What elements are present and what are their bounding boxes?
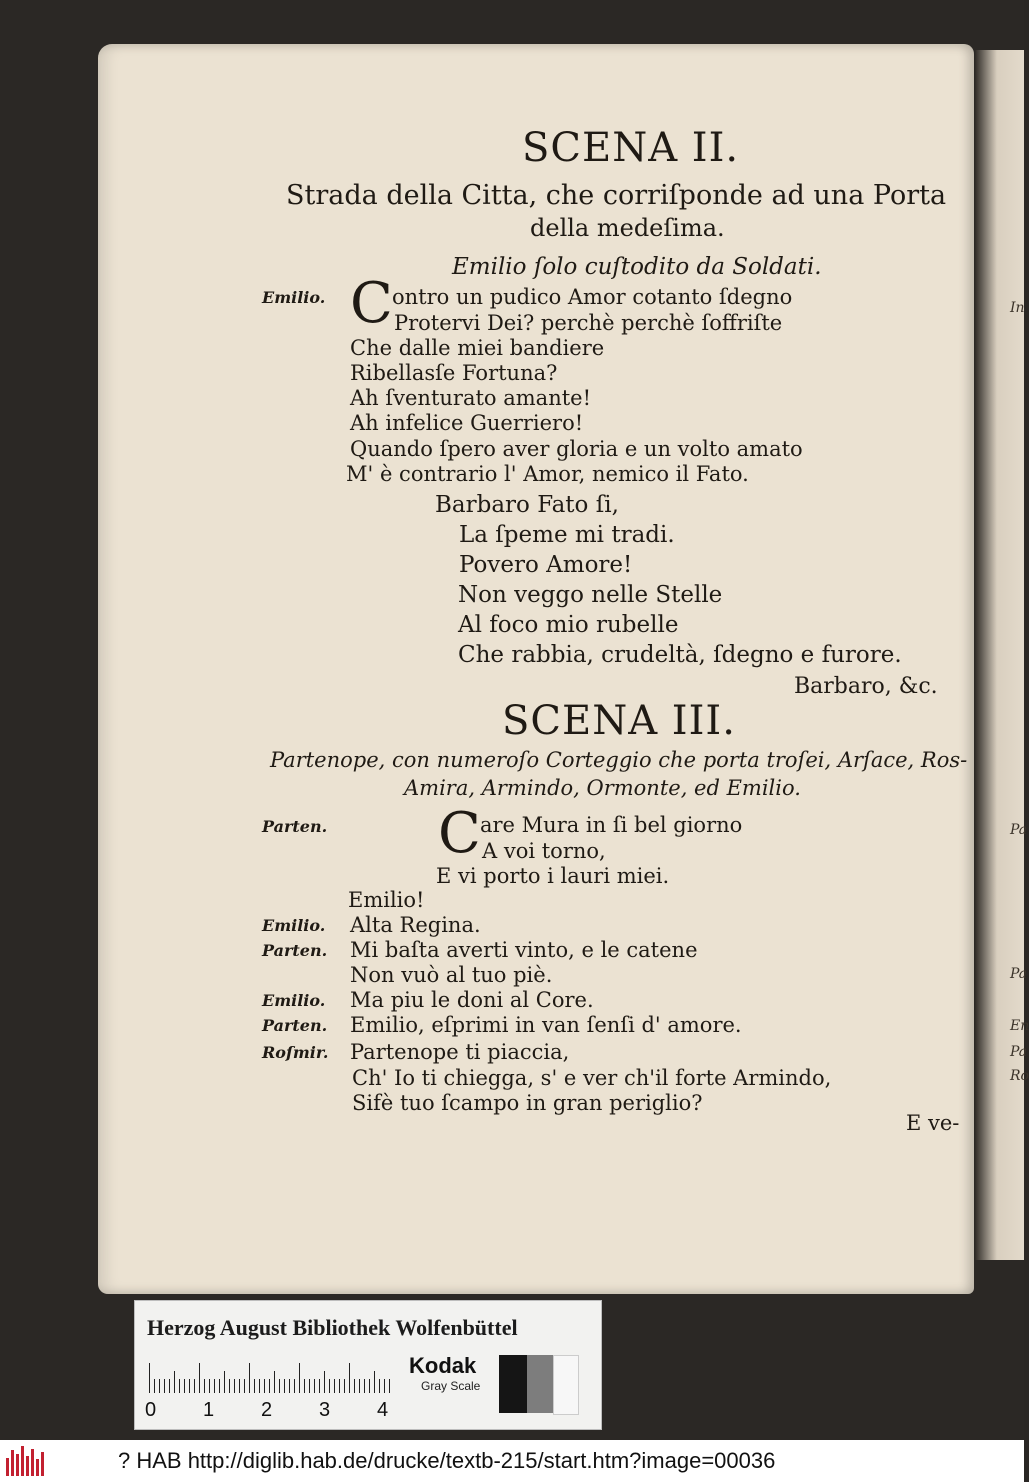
swatch-gray — [527, 1355, 553, 1413]
ruler-tick — [374, 1371, 375, 1393]
ruler-tick — [154, 1379, 155, 1393]
next-page-fragment: Pa — [1010, 1044, 1028, 1060]
ruler-tick — [164, 1379, 165, 1393]
next-page-fragment: In — [1010, 300, 1025, 316]
logo-bar — [6, 1458, 9, 1476]
ruler-tick — [389, 1379, 390, 1393]
ruler-tick — [344, 1379, 345, 1393]
ruler-tick — [169, 1379, 170, 1393]
aria-line: Povero Amore! — [459, 552, 633, 578]
verse-line: are Mura in ſi bel giorno — [480, 813, 743, 837]
ruler-tick — [349, 1363, 350, 1393]
ruler-tick — [159, 1379, 160, 1393]
recitative-line: Ribellasſe Fortuna? — [350, 361, 558, 385]
ruler-number: 3 — [319, 1399, 331, 1421]
ruler-tick — [324, 1371, 325, 1393]
recitative-line: Ah ſventurato amante! — [350, 386, 592, 410]
next-page-fragment: Pa — [1010, 822, 1028, 838]
logo-bar — [11, 1450, 14, 1476]
scene2-stage-direction: Emilio ſolo cuſtodito da Soldati. — [452, 254, 822, 280]
scene3-direction-line2: Amira, Armindo, Ormonte, ed Emilio. — [404, 776, 801, 800]
aria-line: Barbaro Fato ſi, — [435, 492, 619, 518]
swatch-white — [553, 1355, 579, 1415]
ruler-tick — [194, 1379, 195, 1393]
next-page-fragment: En — [1010, 1018, 1029, 1034]
aria-repeat: Barbaro, &c. — [794, 674, 938, 699]
recitative-line: Ah infelice Guerriero! — [350, 411, 584, 435]
aria-line: Che rabbia, crudeltà, ſdegno e furore. — [458, 642, 902, 668]
ruler-tick — [234, 1379, 235, 1393]
ruler-tick — [179, 1379, 180, 1393]
aria-line: La ſpeme mi tradi. — [459, 522, 675, 548]
ruler-tick — [319, 1379, 320, 1393]
ruler-tick — [284, 1379, 285, 1393]
ruler-tick — [239, 1379, 240, 1393]
speaker-label: Parten. — [262, 1016, 328, 1035]
ruler-tick — [339, 1379, 340, 1393]
ruler-tick — [264, 1379, 265, 1393]
recitative-line: M' è contrario l' Amor, nemico il Fato. — [346, 462, 749, 486]
dialogue-text: Emilio! — [348, 888, 425, 912]
ruler-tick — [254, 1379, 255, 1393]
next-page-fragment: Ro — [1010, 1068, 1029, 1084]
verse-line: E vi porto i lauri miei. — [436, 864, 670, 888]
ruler-tick — [329, 1379, 330, 1393]
ruler-tick — [199, 1363, 200, 1393]
ruler-tick — [204, 1379, 205, 1393]
ruler-tick — [354, 1379, 355, 1393]
ruler-tick — [334, 1379, 335, 1393]
ruler-tick — [219, 1379, 220, 1393]
ruler-tick — [274, 1371, 275, 1393]
speaker-label: Emilio. — [262, 991, 326, 1010]
dialogue-text: Mi baſta averti vinto, e le catene — [350, 938, 698, 962]
scene2-title: SCENA II. — [522, 125, 740, 171]
ruler-tick — [279, 1379, 280, 1393]
ruler-tick — [369, 1379, 370, 1393]
logo-bar — [31, 1449, 34, 1476]
ruler-tick — [189, 1379, 190, 1393]
ruler-tick — [364, 1379, 365, 1393]
ruler-number: 4 — [377, 1399, 389, 1421]
logo-bar — [41, 1452, 44, 1476]
ruler-number: 0 — [145, 1399, 157, 1421]
scene3-direction-line1: Partenope, con numeroſo Corteggio che porta troſei, Arſace, Ros- — [270, 748, 968, 772]
ruler-tick — [309, 1379, 310, 1393]
ruler-tick — [294, 1379, 295, 1393]
kodak-color-bar — [134, 1300, 602, 1430]
aria-line: Al foco mio rubelle — [458, 612, 679, 638]
recitative-line: Protervi Dei? perchè perchè ſoffriſte — [394, 311, 783, 335]
ruler-tick — [149, 1363, 150, 1393]
ruler-tick — [379, 1379, 380, 1393]
logo-bar — [26, 1456, 29, 1476]
dialogue-text: Non vuò al tuo piè. — [350, 963, 553, 987]
scene2-setting-line2: della medeſima. — [530, 214, 725, 242]
dialogue-text: Alta Regina. — [350, 913, 481, 937]
ruler-tick — [384, 1379, 385, 1393]
catchword: E ve- — [906, 1111, 960, 1135]
ruler-tick — [259, 1379, 260, 1393]
dialogue-text: Partenope ti piaccia, — [350, 1040, 570, 1064]
ruler-tick — [224, 1371, 225, 1393]
speaker-label: Roſmir. — [262, 1043, 329, 1062]
aria-line: Non veggo nelle Stelle — [458, 582, 723, 608]
logo-bar — [16, 1454, 19, 1476]
kodak-brand: Kodak — [409, 1353, 477, 1378]
dialogue-text: Sifè tuo ſcampo in gran periglio? — [352, 1091, 703, 1115]
ruler-scale — [149, 1363, 389, 1393]
speaker-label: Emilio. — [262, 288, 326, 307]
ruler-tick — [214, 1379, 215, 1393]
dialogue-text: Ch' Io ti chiegga, s' e ver ch'il forte Armindo, — [352, 1066, 832, 1090]
logo-bar — [21, 1446, 24, 1476]
speaker-label: Parten. — [262, 817, 328, 836]
scene3-title: SCENA III. — [502, 698, 736, 744]
ruler-tick — [314, 1379, 315, 1393]
hab-logo-icon — [6, 1446, 46, 1476]
scene2-setting-line1: Strada della Citta, che corriſponde ad una Porta — [286, 180, 947, 211]
ruler-tick — [249, 1363, 250, 1393]
ruler-tick — [229, 1379, 230, 1393]
logo-bar — [36, 1459, 39, 1476]
recitative-line: Quando ſpero aver gloria e un volto amato — [350, 437, 803, 461]
speaker-label: Emilio. — [262, 916, 326, 935]
ruler-tick — [244, 1379, 245, 1393]
ruler-number: 2 — [261, 1399, 273, 1421]
recitative-line: ontro un pudico Amor cotanto ſdegno — [392, 285, 793, 309]
dropcap-letter: C — [350, 271, 393, 336]
ruler-tick — [184, 1379, 185, 1393]
ruler-tick — [304, 1379, 305, 1393]
swatch-black — [499, 1355, 527, 1413]
ruler-number: 1 — [203, 1399, 215, 1421]
recitative-line: Che dalle miei bandiere — [350, 336, 605, 360]
dialogue-text: Emilio, eſprimi in van ſenſi d' amore. — [350, 1013, 742, 1037]
ruler-tick — [359, 1379, 360, 1393]
ruler-tick — [289, 1379, 290, 1393]
ruler-tick — [269, 1379, 270, 1393]
ruler-tick — [174, 1371, 175, 1393]
verse-line: A voi torno, — [482, 839, 606, 863]
ruler-tick — [299, 1363, 300, 1393]
speaker-label: Parten. — [262, 941, 328, 960]
next-page-fragment: Pa — [1010, 966, 1028, 982]
library-name: Herzog August Bibliothek Wolfenbüttel — [147, 1315, 518, 1340]
footer-url[interactable]: ? HAB http://diglib.hab.de/drucke/textb-215/start.htm?image=00036 — [118, 1448, 776, 1473]
gray-scale-label: Gray Scale — [421, 1379, 481, 1393]
ruler-tick — [209, 1379, 210, 1393]
dropcap-letter: C — [438, 801, 481, 866]
footer-bar — [0, 1440, 1024, 1482]
dialogue-text: Ma piu le doni al Core. — [350, 988, 594, 1012]
